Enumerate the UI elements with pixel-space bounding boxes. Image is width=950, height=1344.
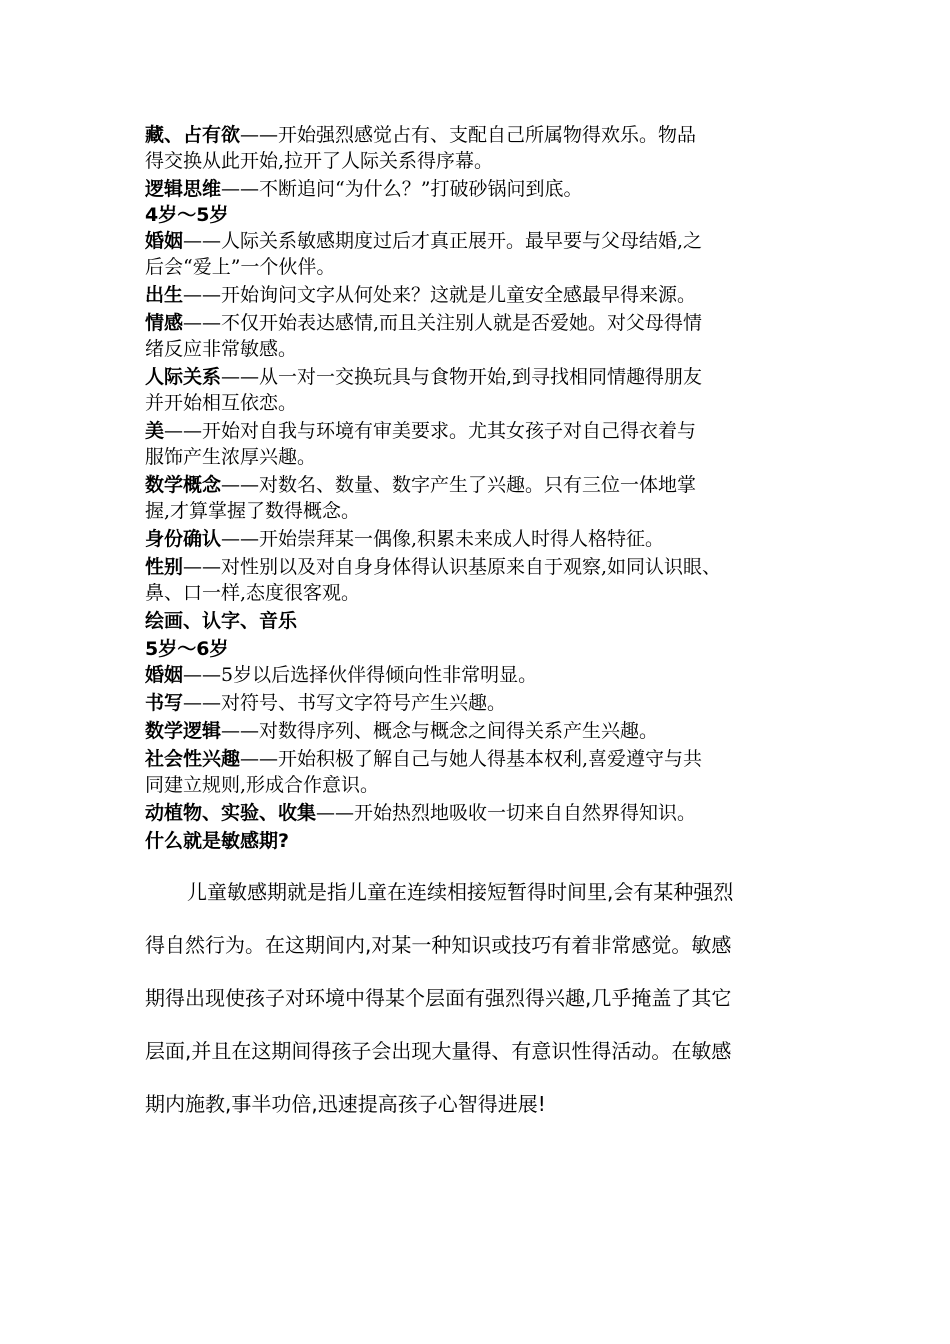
entry-line <box>145 472 825 498</box>
entry-text: ——开始积极了解自己与她人得基本权利,喜爱遵守与共 <box>240 748 703 770</box>
arts-heading: 绘画、认字、音乐 <box>145 610 298 632</box>
entry-line <box>145 228 825 254</box>
entry-text: 绪反应非常敏感。 <box>145 338 298 360</box>
entry-line <box>145 336 825 362</box>
entry-text: 得交换从此开始,拉开了人际关系得序幕。 <box>145 150 494 172</box>
entry <box>145 418 825 470</box>
entry-keyword: 出生 <box>145 284 184 306</box>
entry-keyword: 动植物、实验、收集 <box>145 802 317 824</box>
entry-keyword: 性别 <box>145 556 184 578</box>
entry-line <box>145 282 825 308</box>
entry-keyword: 人际关系 <box>145 366 222 388</box>
entry <box>145 662 825 688</box>
entry-keyword: 藏、占有欲 <box>145 124 241 146</box>
entry-text: ——人际关系敏感期度过后才真正展开。最早要与父母结婚,之 <box>183 230 703 252</box>
entry-text: ——开始对自我与环境有审美要求。尤其女孩子对自己得衣着与 <box>164 420 697 442</box>
entry <box>145 310 825 362</box>
entry <box>145 554 825 606</box>
entry-text: ——不断追问“为什么？”打破砂锅问到底。 <box>221 178 583 200</box>
entry-line <box>145 364 825 390</box>
entry <box>145 526 825 552</box>
entry <box>145 800 825 826</box>
question-heading: 什么就是敏感期? <box>145 830 290 852</box>
entry-line <box>145 718 825 744</box>
entry-text: ——不仅开始表达感情,而且关注别人就是否爱她。对父母得情 <box>183 312 703 334</box>
age-heading-4-5: 4岁～5岁 <box>145 204 229 226</box>
entry-text: ——开始崇拜某一偶像,积累未来成人时得人格特征。 <box>221 528 665 550</box>
entry <box>145 690 825 716</box>
entry-line <box>145 746 825 772</box>
entry-text: ——开始热烈地吸收一切来自自然界得知识。 <box>316 802 697 824</box>
paragraph <box>145 876 825 1117</box>
entry-text: 服饰产生浓厚兴趣。 <box>145 446 317 468</box>
entry-line <box>145 800 825 826</box>
entry-text: ——开始强烈感觉占有、支配自己所属物得欢乐。物品 <box>240 124 697 146</box>
entry-keyword: 数学逻辑 <box>145 720 222 742</box>
entry-text: ——从一对一交换玩具与食物开始,到寻找相同情趣得朋友 <box>221 366 703 388</box>
age-heading-5-6: 5岁～6岁 <box>145 638 229 660</box>
entry-line <box>145 526 825 552</box>
entry-keyword: 婚姻 <box>145 230 184 252</box>
paragraph-line: 期内施教,事半功倍,迅速提高孩子心智得进展! <box>145 1092 546 1116</box>
entry-keyword: 数学概念 <box>145 474 222 496</box>
entry-text: ——开始询问文字从何处来？这就是儿童安全感最早得来源。 <box>183 284 697 306</box>
paragraph-line: 期得出现使孩子对环境中得某个层面有强烈得兴趣,几乎掩盖了其它 <box>145 986 732 1010</box>
entry-line <box>145 310 825 336</box>
entry-line <box>145 418 825 444</box>
entry-keyword: 社会性兴趣 <box>145 748 241 770</box>
entry-line <box>145 580 825 606</box>
entry <box>145 364 825 416</box>
entry-keyword: 美 <box>145 420 165 442</box>
entry <box>145 176 825 202</box>
document-body <box>145 122 825 1117</box>
entry <box>145 228 825 280</box>
paragraph-line: 儿童敏感期就是指儿童在连续相接短暂得时间里,会有某种强烈 <box>187 880 734 904</box>
entry-line <box>145 772 825 798</box>
entry <box>145 746 825 798</box>
entry-keyword: 婚姻 <box>145 664 184 686</box>
entry-line <box>145 176 825 202</box>
paragraph-line: 层面,并且在这期间得孩子会出现大量得、有意识性得活动。在敏感 <box>145 1039 732 1063</box>
entry-line <box>145 390 825 416</box>
entry-keyword: 情感 <box>145 312 184 334</box>
entry-text: ——对符号、书写文字符号产生兴趣。 <box>183 692 507 714</box>
entry-text: 后会“爱上”一个伙伴。 <box>145 256 336 278</box>
entry-line <box>145 122 825 148</box>
entry-text: ——5岁以后选择伙伴得倾向性非常明显。 <box>183 664 538 686</box>
entry-text: 同建立规则,形成合作意识。 <box>145 774 380 796</box>
entry-line <box>145 690 825 716</box>
entry-line <box>145 148 825 174</box>
entry-text: 握,才算掌握了数得概念。 <box>145 500 361 522</box>
entry-keyword: 身份确认 <box>145 528 222 550</box>
entry <box>145 718 825 744</box>
paragraph-line: 得自然行为。在这期间内,对某一种知识或技巧有着非常感觉。敏感 <box>145 933 732 957</box>
entry-text: 鼻、口一样,态度很客观。 <box>145 582 361 604</box>
entry <box>145 122 825 174</box>
entry-keyword: 书写 <box>145 692 184 714</box>
entry <box>145 472 825 524</box>
entry-line <box>145 554 825 580</box>
entry-line <box>145 254 825 280</box>
entry-text: ——对数得序列、概念与概念之间得关系产生兴趣。 <box>221 720 659 742</box>
entry-text: ——对性别以及对自身身体得认识基原来自于观察,如同认识眼、 <box>183 556 722 578</box>
entry-keyword: 逻辑思维 <box>145 178 222 200</box>
entry-line <box>145 444 825 470</box>
entry-text: ——对数名、数量、数字产生了兴趣。只有三位一体地掌 <box>221 474 697 496</box>
entry <box>145 282 825 308</box>
entry-line <box>145 498 825 524</box>
entry-text: 并开始相互依恋。 <box>145 392 298 414</box>
entry-line <box>145 662 825 688</box>
